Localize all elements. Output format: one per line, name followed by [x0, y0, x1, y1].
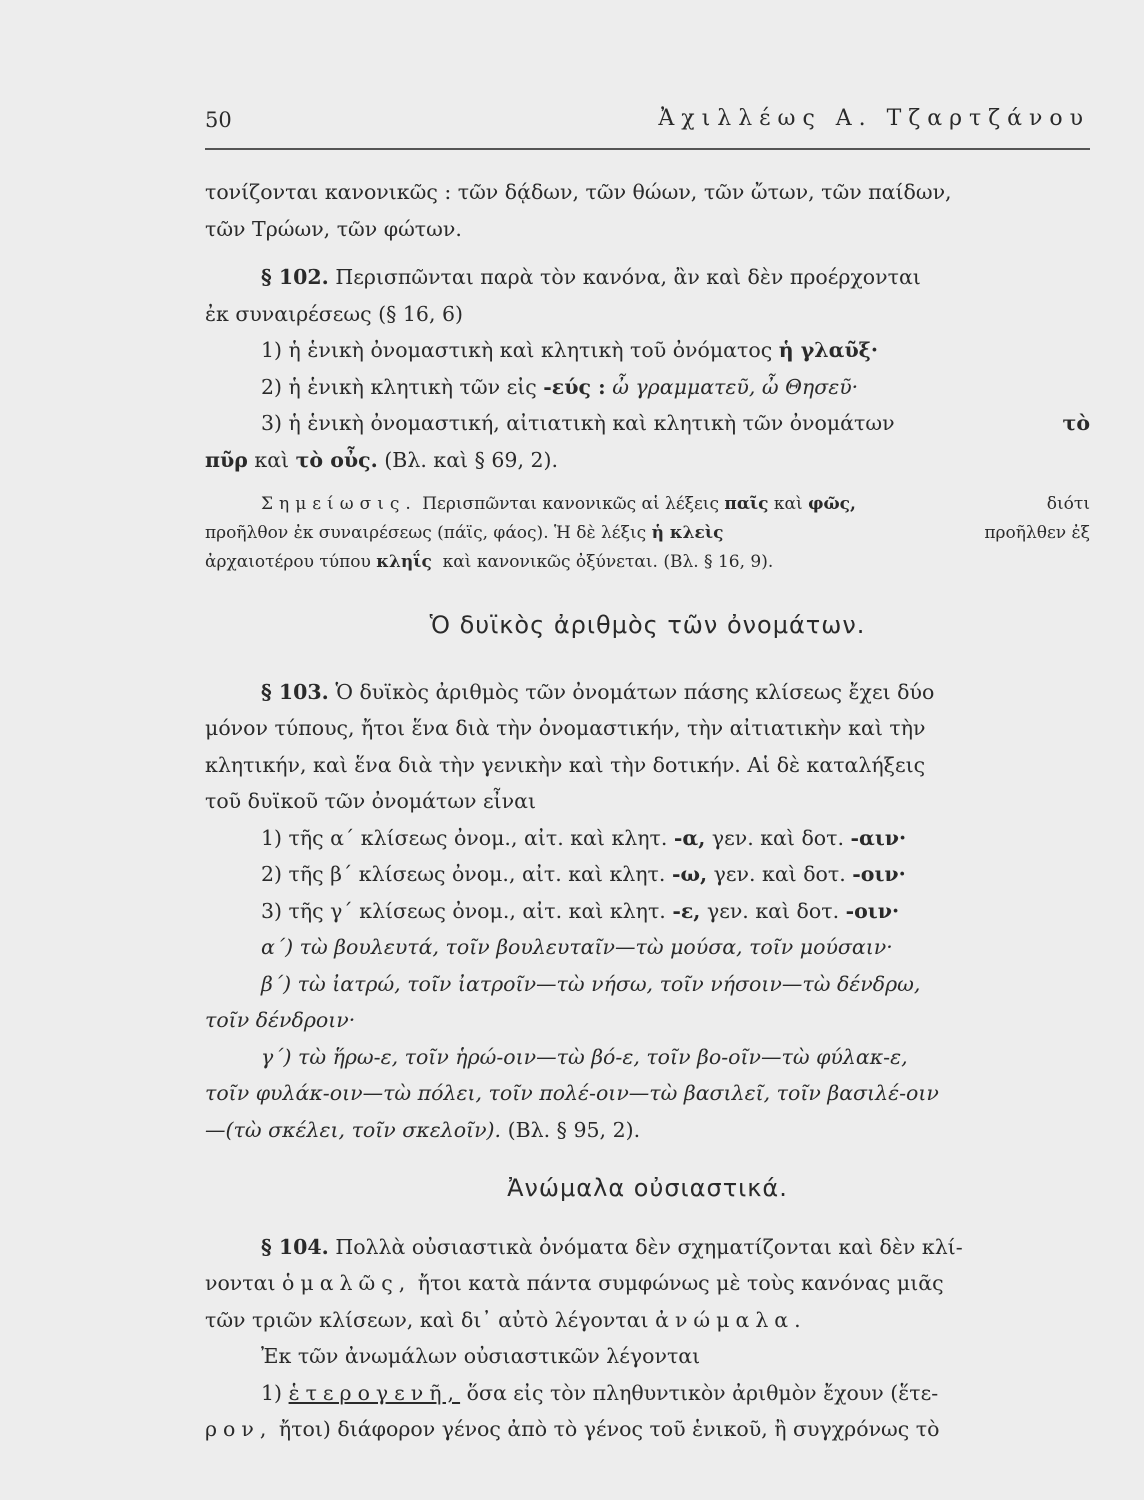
example-line — [205, 1002, 1090, 1039]
text: 1) — [261, 1380, 283, 1405]
bold-term: παῖς — [724, 494, 769, 514]
italic-example: β΄) τὼ ἰατρώ, τοῖν ἰατροῖν—τὼ νήσω, τοῖν νήσοιν—τὼ δένδρω, — [261, 971, 921, 996]
section-number: § 103. — [261, 679, 329, 704]
page-body — [205, 174, 1090, 1448]
page-header — [205, 100, 1090, 150]
page-number: 50 — [205, 108, 232, 132]
example-line — [205, 1112, 1090, 1149]
section-104-line — [205, 1229, 1090, 1266]
text: προῆλθον ἐκ συναιρέσεως (πάϊς, φάος). Ἡ δὲ λέξις — [205, 523, 647, 543]
text: προῆλθεν ἐξ — [984, 523, 1090, 543]
ending-row — [205, 820, 1090, 857]
text: 3) ἡ ἑνικὴ ὀνομαστική, αἰτιατικὴ καὶ κλητικὴ τῶν ὀνομάτων — [261, 411, 895, 435]
text-line — [205, 174, 1090, 211]
bold-term: -αιν· — [850, 825, 907, 850]
text: (Βλ. § 95, 2). — [507, 1117, 641, 1142]
text: τῶν Τρώων, τῶν φώτων. — [205, 216, 462, 241]
text: ἤτοι κατὰ πάντα συμφώνως μὲ τοὺς κανόνας μιᾶς — [417, 1271, 944, 1295]
text-line — [205, 1302, 1090, 1339]
text: Ἐκ τῶν ἀνωμάλων οὐσιαστικῶν λέγονται — [261, 1344, 701, 1368]
section-102-line — [205, 259, 1090, 296]
example-line — [205, 1039, 1090, 1076]
text: καὶ — [773, 494, 803, 514]
note-line — [205, 490, 1090, 519]
example-line — [205, 966, 1090, 1003]
text: γεν. καὶ δοτ. — [711, 825, 844, 850]
text: 2) τῆς β΄ κλίσεως ὀνομ., αἰτ. καὶ κλητ. — [261, 862, 666, 886]
bold-term: -ε, — [672, 898, 701, 923]
spaced-term: ρον, — [205, 1417, 273, 1441]
italic-example: τοῖν δένδροιν· — [205, 1008, 356, 1032]
section-heading: Ὁ δυϊκὸς ἀριθμὸς τῶν ὀνομάτων. — [429, 611, 866, 639]
list-item — [205, 369, 1090, 406]
text: τοῦ δυϊκοῦ τῶν ὀνομάτων εἶναι — [205, 789, 537, 813]
section-number: § 104. — [261, 1234, 329, 1259]
section-103-line — [205, 674, 1090, 711]
ending-row — [205, 856, 1090, 893]
spaced-term: ἀνώμαλα. — [655, 1307, 807, 1332]
text: τῶν τριῶν κλίσεων, καὶ δι᾽ αὐτὸ λέγονται — [205, 1307, 649, 1332]
text: ὅσα εἰς τὸν πληθυντικὸν ἀριθμὸν ἔχουν (ἕτε- — [466, 1380, 939, 1405]
text-line — [205, 1375, 1090, 1412]
text: 2) ἡ ἑνικὴ κλητικὴ τῶν εἰς — [261, 374, 537, 399]
running-title: Ἀχιλλέως Α. Τζαρτζάνου — [658, 106, 1090, 131]
text: 3) τῆς γ΄ κλίσεως ὀνομ., αἰτ. καὶ κλητ. — [261, 898, 666, 923]
bold-term: τὸ οὖς. — [295, 447, 378, 472]
list-item — [205, 332, 1090, 369]
text: Περισπῶνται παρὰ τὸν κανόνα, ἂν καὶ δὲν προέρχονται — [335, 265, 921, 289]
text: (Βλ. καὶ § 69, 2). — [384, 447, 559, 472]
text: 1) τῆς α΄ κλίσεως ὀνομ., αἰτ. καὶ κλητ. — [261, 825, 668, 850]
text-line — [205, 1411, 1090, 1448]
text: γεν. καὶ δοτ. — [713, 862, 846, 886]
text-line — [205, 747, 1090, 784]
section-number: § 102. — [261, 265, 329, 289]
note-line — [205, 519, 1090, 548]
note-block — [205, 490, 1090, 577]
bold-term: πῦρ — [205, 447, 248, 472]
italic-example: —(τὼ σκέλει, τοῖν σκελοῖν). — [205, 1117, 502, 1142]
italic-example: α΄) τὼ βουλευτά, τοῖν βουλευταῖν—τὼ μούσα, τοῖν μούσαιν· — [261, 935, 893, 959]
text: διότι — [1046, 494, 1090, 514]
text: Ὁ δυϊκὸς ἀριθμὸς τῶν ὀνομάτων πάσης κλίσεως ἔχει δύο — [335, 679, 935, 704]
text: κλητικήν, καὶ ἕνα διὰ τὴν γενικὴν καὶ τὴν δοτικήν. Αἱ δὲ καταλήξεις — [205, 752, 926, 777]
example-line — [205, 1075, 1090, 1112]
text: ἀρχαιοτέρου τύπου — [205, 552, 371, 572]
bold-term: φῶς, — [808, 494, 856, 514]
text: Πολλὰ οὐσιαστικὰ ὀνόματα δὲν σχηματίζονται καὶ δὲν κλί- — [335, 1234, 963, 1259]
bold-term: ἡ γλαῦξ· — [778, 338, 878, 362]
text-line — [205, 296, 1090, 333]
example-line — [205, 929, 1090, 966]
text: καὶ — [254, 447, 290, 472]
italic-example: ὦ γραμματεῦ, ὦ Θησεῦ· — [612, 374, 859, 399]
ending-row — [205, 893, 1090, 930]
text: ἐκ συναιρέσεως (§ 16, 6) — [205, 301, 464, 326]
bold-term: ἡ κλεὶς — [651, 523, 724, 543]
bold-term: τὸ — [1062, 411, 1090, 435]
text: μόνον τύπους, ἤτοι ἕνα διὰ τὴν ὀνομαστικήν, τὴν αἰτιατικὴν καὶ τὴν — [205, 716, 926, 740]
italic-example: τοῖν φυλάκ-οιν—τὼ πόλει, τοῖν πολέ-οιν—τὼ βασιλεῖ, τοῖν βασιλέ-οιν — [205, 1081, 939, 1105]
text: γεν. καὶ δοτ. — [706, 898, 840, 923]
text-line — [205, 710, 1090, 747]
text-line — [205, 1338, 1090, 1375]
spaced-term: ἑτερογενῆ, — [288, 1380, 461, 1405]
bold-term: -ω, — [671, 862, 708, 886]
text: νονται — [205, 1271, 276, 1295]
text-line — [205, 1265, 1090, 1302]
text: 1) ἡ ἑνικὴ ὀνομαστικὴ καὶ κλητικὴ τοῦ ὀνόματος — [261, 338, 773, 362]
bold-term: -α, — [673, 825, 706, 850]
list-item-continuation — [205, 442, 1090, 479]
text-line — [205, 783, 1090, 820]
spaced-term: ὁμαλῶς, — [282, 1271, 412, 1295]
bold-term: κληΐς — [376, 552, 432, 572]
bold-term: -οιν· — [845, 898, 900, 923]
text: Περισπῶνται κανονικῶς αἱ λέξεις — [422, 494, 719, 514]
bold-term: -εύς : — [543, 374, 606, 399]
text: ἤτοι) διάφορον γένος ἀπὸ τὸ γένος τοῦ ἑνικοῦ, ἢ συγχρόνως τὸ — [278, 1417, 940, 1441]
section-heading: Ἀνώμαλα οὐσιαστικά. — [507, 1174, 788, 1202]
text: τονίζονται κανονικῶς : τῶν δᾴδων, τῶν θώων, τῶν ὤτων, τῶν παίδων, — [205, 180, 952, 204]
text: καὶ κανονικῶς ὀξύνεται. (Βλ. § 16, 9). — [442, 552, 774, 572]
note-label: Σημείωσις. — [261, 494, 417, 514]
note-line — [205, 548, 1090, 577]
text-line — [205, 211, 1090, 248]
italic-example: γ΄) τὼ ἥρω-ε, τοῖν ἡρώ-οιν—τὼ βό-ε, τοῖν βο-οῖν—τὼ φύλακ-ε, — [261, 1044, 908, 1069]
bold-term: -οιν· — [852, 862, 906, 886]
list-item — [205, 405, 1090, 442]
